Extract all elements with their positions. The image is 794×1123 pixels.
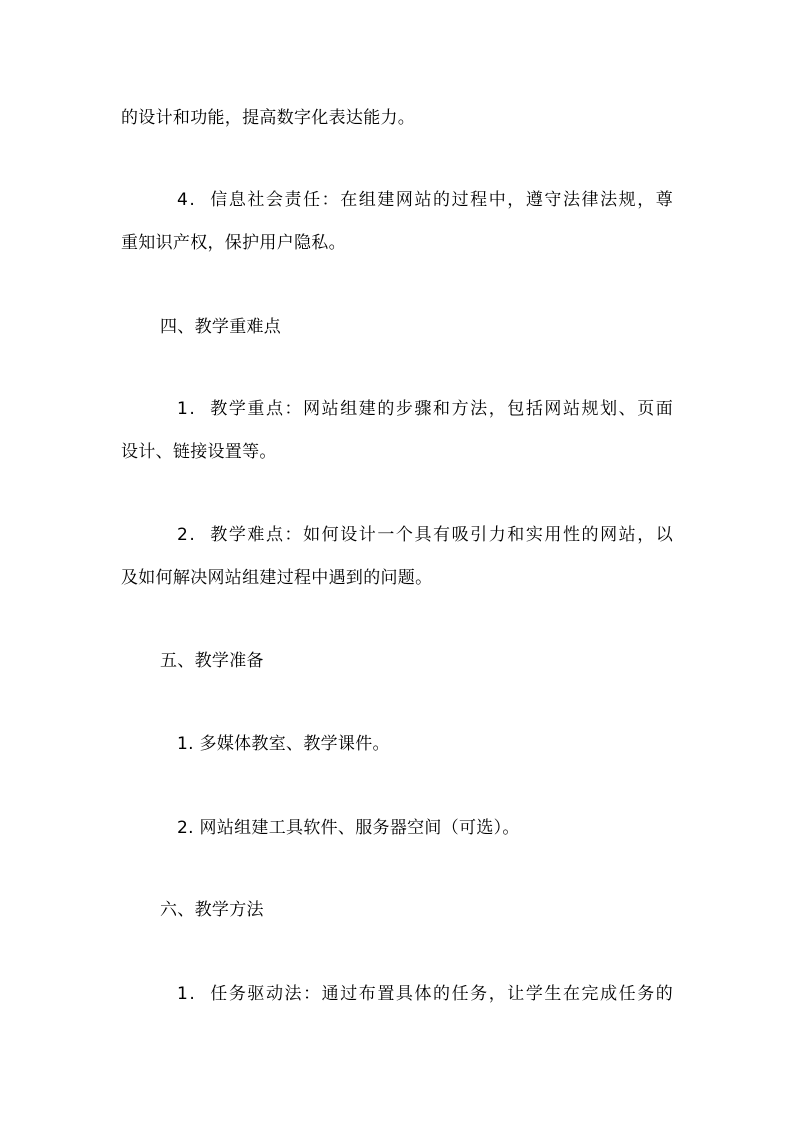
- paragraph-line: 设计、链接设置等。: [121, 442, 277, 462]
- paragraph-line: 4 . 信 息 社 会 责 任 ： 在 组 建 网 站 的 过 程 中 ， 遵 守 法 律 法 规 ， 尊: [177, 190, 673, 210]
- section-heading: 四、教学重难点: [160, 317, 282, 337]
- paragraph-line: 的设计和功能，提高数字化表达能力。: [121, 108, 416, 128]
- paragraph-line: 重知识产权，保护用户隐私。: [121, 233, 346, 253]
- section-heading: 五、教学准备: [160, 651, 264, 671]
- list-item: 2. 网站组建工具软件、服务器空间（可选）。: [177, 818, 520, 838]
- list-item: 1. 多媒体教室、教学课件。: [177, 734, 390, 754]
- section-heading: 六、教学方法: [160, 900, 264, 920]
- paragraph-line: 1 . 教 学 重 点 ： 网 站 组 建 的 步 骤 和 方 法 ， 包 括 网 站 规 划 、 页 面: [177, 399, 673, 419]
- paragraph-line: 1 . 任 务 驱 动 法 ： 通 过 布 置 具 体 的 任 务 ， 让 学 生 在 完 成 任 务 的: [177, 984, 673, 1004]
- paragraph-line: 及如何解决网站组建过程中遇到的问题。: [121, 568, 433, 588]
- paragraph-line: 2 . 教 学 难 点 ： 如 何 设 计 一 个 具 有 吸 引 力 和 实 用 性 的 网 站 ， 以: [177, 525, 673, 545]
